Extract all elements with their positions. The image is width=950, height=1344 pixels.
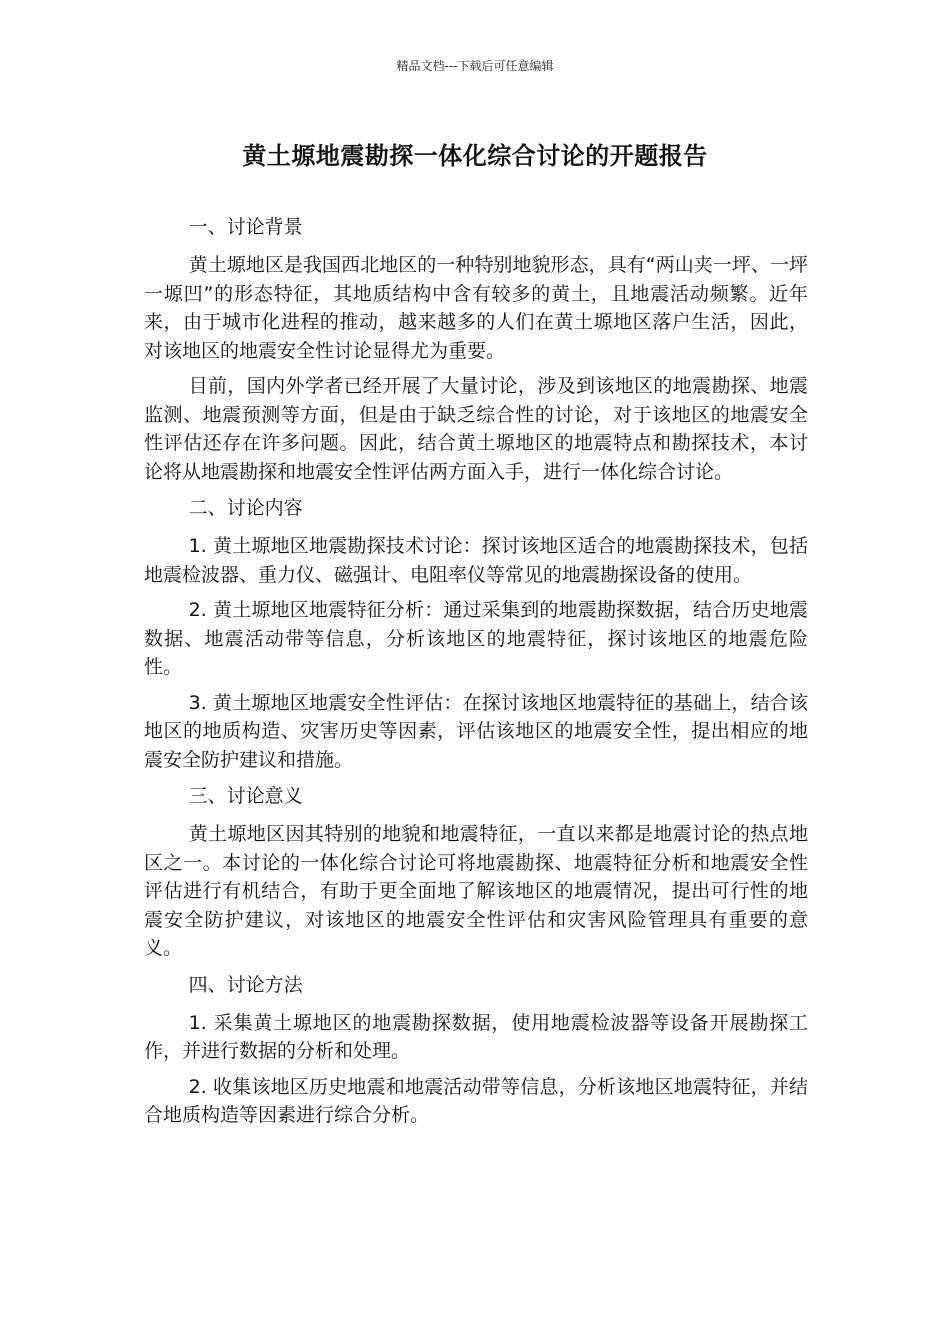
section-heading-significance: 三、讨论意义 (188, 785, 303, 807)
list-item-paragraph: 2. 黄土塬地区地震特征分析：通过采集到的地震勘探数据，结合历史地震数据、地震活动带等信息，分析该地区的地震特征，探讨该地区的地震危险性。 (144, 599, 808, 678)
paragraph: 目前，国内外学者已经开展了大量讨论，涉及到该地区的地震勘探、地震监测、地震预测等方面，但是由于缺乏综合性的讨论，对于该地区的地震安全性评估还存在许多问题。因此，结合黄土塬地区的地震特点和勘探技术，本讨论将从地震勘探和地震安全性评估两方面入手，进行一体化综合讨论。 (144, 375, 808, 483)
list-item-paragraph: 1. 黄土塬地区地震勘探技术讨论：探讨该地区适合的地震勘探技术，包括地震检波器、重力仪、磁强计、电阻率仪等常见的地震勘探设备的使用。 (144, 535, 808, 586)
section-heading-methods: 四、讨论方法 (188, 973, 303, 996)
page-header: 精品文档---下载后可任意编辑 (396, 59, 554, 73)
list-item-paragraph: 1. 采集黄土塬地区的地震勘探数据，使用地震检波器等设备开展勘探工作，并进行数据的分析和处理。 (144, 1011, 808, 1062)
paragraph: 黄土塬地区是我国西北地区的一种特别地貌形态，具有“两山夹一坪、一坪一塬凹”的形态特征，其地质结构中含有较多的黄土，且地震活动频繁。近年来，由于城市化进程的推动，越来越多的人们在黄土塬地区落户生活，因此，对该地区的地震安全性讨论显得尤为重要。 (144, 254, 808, 362)
list-item-paragraph: 3. 黄土塬地区地震安全性评估：在探讨该地区地震特征的基础上，结合该地区的地质构造、灾害历史等因素，评估该地区的地震安全性，提出相应的地震安全防护建议和措施。 (144, 691, 808, 771)
list-item-paragraph: 2. 收集该地区历史地震和地震活动带等信息，分析该地区地震特征，并结合地质构造等因素进行综合分析。 (144, 1075, 808, 1126)
document-title: 黄土塬地震勘探一体化综合讨论的开题报告 (242, 142, 708, 170)
document-body (144, 212, 808, 1137)
section-heading-content: 二、讨论内容 (188, 497, 303, 519)
section-heading-background: 一、讨论背景 (188, 216, 303, 238)
paragraph: 黄土塬地区因其特别的地貌和地震特征，一直以来都是地震讨论的热点地区之一。本讨论的一体化综合讨论可将地震勘探、地震特征分析和地震安全性评估进行有机结合，有助于更全面地了解该地区的地震情况，提出可行性的地震安全防护建议，对该地区的地震安全性评估和灾害风险管理具有重要的意义。 (144, 823, 808, 959)
